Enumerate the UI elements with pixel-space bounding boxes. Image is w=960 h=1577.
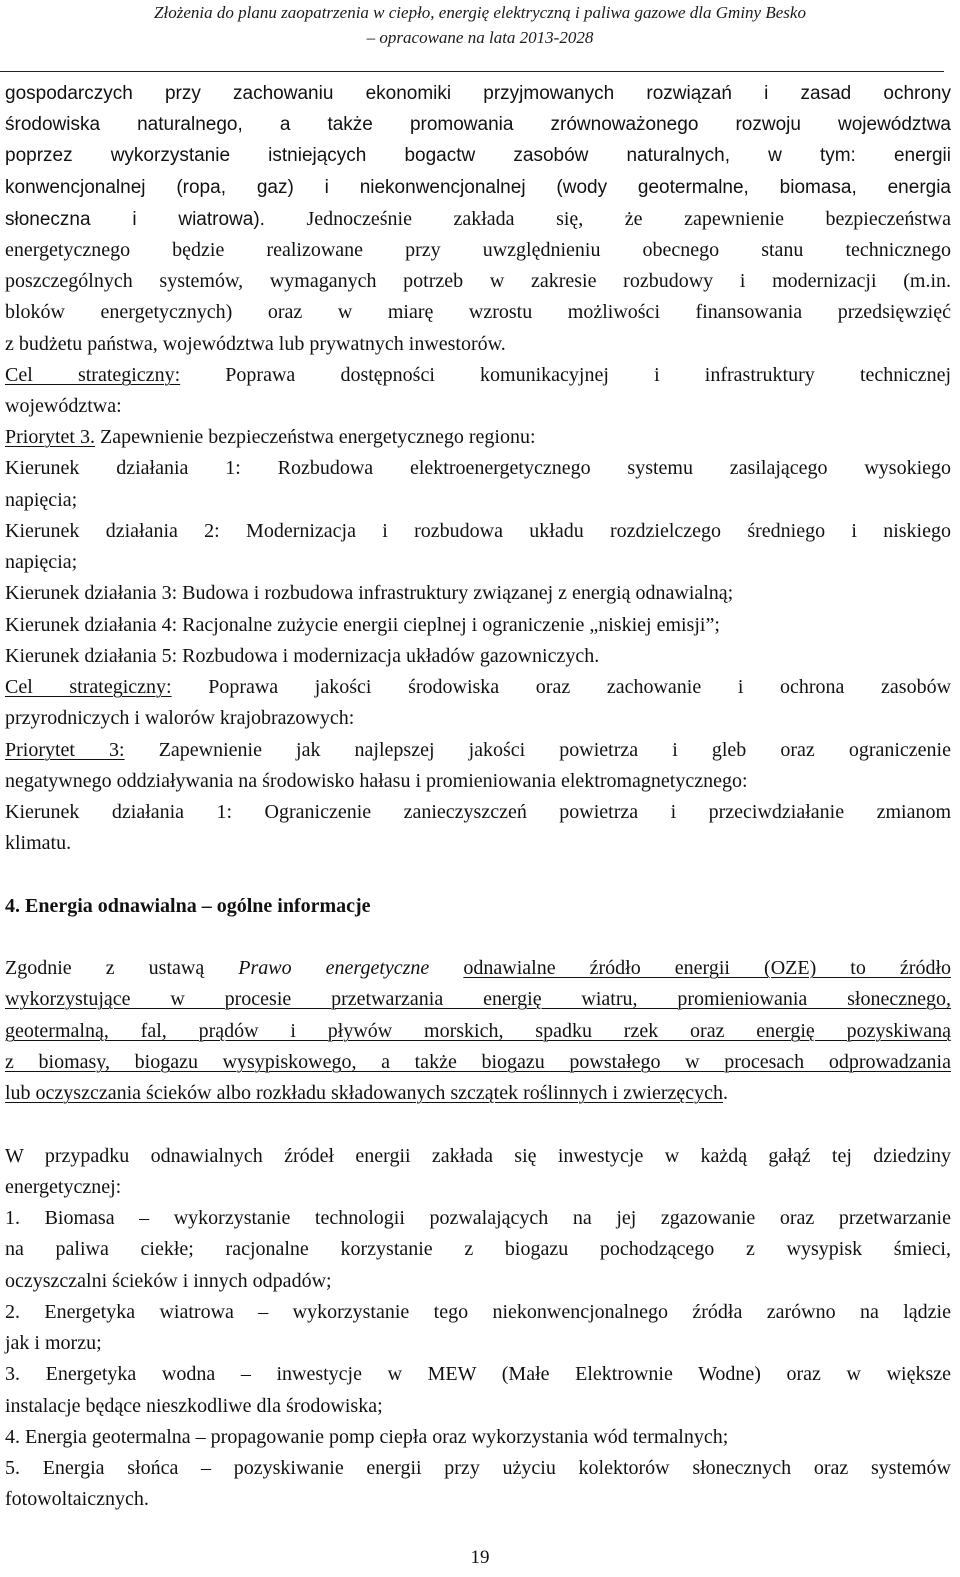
list-item: instalacje będące nieszkodliwe dla środowiska; bbox=[5, 1395, 383, 1417]
list-item: fotowoltaicznych. bbox=[5, 1488, 149, 1510]
direction-line: Kierunek działania 5: Rozbudowa i modernizacja układów gazowniczych. bbox=[5, 645, 600, 667]
investments-intro-line: W przypadku odnawialnych źródeł energii zakłada się inwestycje w każdą gałąź tej dziedziny bbox=[5, 1145, 951, 1167]
priority-line: negatywnego oddziaływania na środowisko hałasu i promieniowania elektromagnetycznego: bbox=[5, 770, 748, 792]
page-number: 19 bbox=[470, 1547, 490, 1568]
paragraph-line: bloków energetycznych) oraz w miarę wzrostu możliwości finansowania przedsięwzięć bbox=[5, 301, 951, 323]
definition-fragment bbox=[429, 957, 463, 979]
paragraph-line: konwencjonalnej (ropa, gaz) i niekonwencjonalnej (wody geotermalne, biomasa, energia bbox=[5, 177, 951, 198]
direction-line: napięcia; bbox=[5, 489, 78, 511]
strategic-goal-label: Cel strategiczny: bbox=[5, 364, 181, 386]
definition-line: geotermalną, fal, prądów i pływów morskich, spadku rzek oraz energię pozyskiwaną bbox=[5, 1020, 951, 1042]
section-heading: 4. Energia odnawialna – ogólne informacje bbox=[5, 895, 371, 917]
definition-fragment: odnawialne źródło energii (OZE) to źródło bbox=[463, 957, 952, 979]
strategic-goal-line bbox=[5, 362, 951, 388]
paragraph-fragment: słoneczna i wiatrowa). bbox=[5, 209, 265, 230]
investments-intro-line: energetycznej: bbox=[5, 1176, 122, 1198]
definition-line bbox=[5, 955, 951, 981]
list-item: oczyszczalni ścieków i innych odpadów; bbox=[5, 1270, 332, 1292]
paragraph-line: poprzez wykorzystanie istniejących bogactw zasobów naturalnych, w tym: energii bbox=[5, 145, 951, 166]
definition-fragment: . bbox=[723, 1082, 729, 1104]
definition-line bbox=[5, 1080, 951, 1106]
priority-text: Zapewnienie bezpieczeństwa energetycznego regionu: bbox=[95, 426, 536, 448]
definition-fragment: Zgodnie z ustawą bbox=[5, 957, 239, 979]
paragraph-line: poszczególnych systemów, wymaganych potrzeb w zakresie rozbudowy i modernizacji (m.in. bbox=[5, 270, 951, 292]
header-divider bbox=[0, 71, 944, 72]
strategic-goal-label: Cel strategiczny: bbox=[5, 676, 172, 698]
priority-text: Zapewnienie jak najlepszej jakości powietrza i gleb oraz ograniczenie bbox=[124, 739, 951, 761]
strategic-goal-text: Poprawa jakości środowiska oraz zachowanie i ochrona zasobów bbox=[171, 676, 952, 698]
definition-fragment: lub oczyszczania ścieków albo rozkładu składowanych szczątek roślinnych i zwierzęcych bbox=[5, 1082, 724, 1104]
strategic-goal-line: przyrodniczych i walorów krajobrazowych: bbox=[5, 707, 355, 729]
definition-line: z biomasy, biogazu wysypiskowego, a także biogazu powstałego w procesach odprowadzania bbox=[5, 1051, 951, 1073]
direction-line: Kierunek działania 4: Racjonalne zużycie energii cieplnej i ograniczenie „niskiej emisji”; bbox=[5, 614, 720, 636]
direction-line: napięcia; bbox=[5, 551, 78, 573]
paragraph-line bbox=[5, 206, 951, 232]
priority-line bbox=[5, 424, 951, 450]
strategic-goal-text: Poprawa dostępności komunikacyjnej i infrastruktury technicznej bbox=[180, 364, 951, 386]
direction-line: Kierunek działania 3: Budowa i rozbudowa infrastruktury związanej z energią odnawialną; bbox=[5, 582, 734, 604]
list-item: 1. Biomasa – wykorzystanie technologii pozwalających na jej zgazowanie oraz przetwarzanie bbox=[5, 1207, 951, 1229]
definition-line: wykorzystujące w procesie przetwarzania energię wiatru, promieniowania słonecznego, bbox=[5, 988, 951, 1010]
paragraph-line: z budżetu państwa, województwa lub prywatnych inwestorów. bbox=[5, 333, 506, 355]
header-title: Złożenia do planu zaopatrzenia w ciepło, energię elektryczną i paliwa gazowe dla Gminy Besko bbox=[154, 3, 806, 22]
list-item: 2. Energetyka wiatrowa – wykorzystanie tego niekonwencjonalnego źródła zarówno na lądzie bbox=[5, 1301, 951, 1323]
paragraph-line: energetycznego będzie realizowane przy uwzględnieniu obecnego stanu technicznego bbox=[5, 239, 951, 261]
law-name: Prawo energetyczne bbox=[238, 957, 430, 979]
list-item: 4. Energia geotermalna – propagowanie pomp ciepła oraz wykorzystania wód termalnych; bbox=[5, 1426, 729, 1448]
priority-label: Priorytet 3: bbox=[5, 739, 125, 761]
list-item: 5. Energia słońca – pozyskiwanie energii przy użyciu kolektorów słonecznych oraz systemów bbox=[5, 1457, 951, 1479]
paragraph-line: gospodarczych przy zachowaniu ekonomiki przyjmowanych rozwiązań i zasad ochrony bbox=[5, 83, 951, 104]
priority-line bbox=[5, 737, 951, 763]
paragraph-fragment: Jednocześnie zakłada się, że zapewnienie bezpieczeństwa bbox=[264, 208, 951, 230]
header-subtitle: – opracowane na lata 2013-2028 bbox=[366, 28, 594, 47]
priority-label: Priorytet 3. bbox=[5, 426, 95, 448]
list-item: jak i morzu; bbox=[5, 1332, 102, 1354]
strategic-goal-line bbox=[5, 674, 951, 700]
strategic-goal-line: województwa: bbox=[5, 395, 122, 417]
direction-line: klimatu. bbox=[5, 832, 72, 854]
list-item: na paliwa ciekłe; racjonalne korzystanie z biogazu pochodzącego z wysypisk śmieci, bbox=[5, 1238, 951, 1260]
list-item: 3. Energetyka wodna – inwestycje w MEW (Małe Elektrownie Wodne) oraz w większe bbox=[5, 1363, 951, 1385]
direction-line: Kierunek działania 1: Rozbudowa elektroenergetycznego systemu zasilającego wysokiego bbox=[5, 457, 951, 479]
direction-line: Kierunek działania 1: Ograniczenie zanieczyszczeń powietrza i przeciwdziałanie zmianom bbox=[5, 801, 951, 823]
paragraph-line: środowiska naturalnego, a także promowania zrównoważonego rozwoju województwa bbox=[5, 114, 951, 135]
direction-line: Kierunek działania 2: Modernizacja i rozbudowa układu rozdzielczego średniego i niskiego bbox=[5, 520, 951, 542]
